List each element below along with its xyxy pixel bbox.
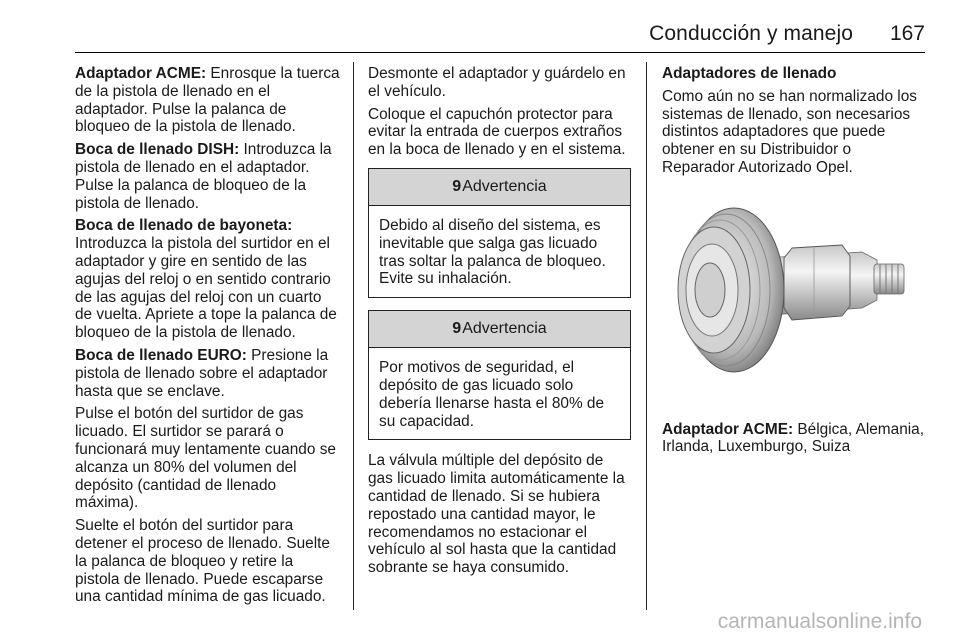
page-number: 167 <box>889 22 925 45</box>
column-middle <box>368 65 631 582</box>
paragraph-suelte-boton: Suelte el botón del surtidor para detener el proceso de llenado. Suelte la palanca de bloqueo y retire la pistola de llenado. Puede escaparse una cantidad mínima de gas licuado. <box>75 517 330 606</box>
warning-title: Advertencia <box>462 320 547 338</box>
paragraph-acme: Adaptador ACME: Enrosque la tuerca de la pistola de llenado en el adaptador. Pulse la palanca de bloqueo de la pistola de llenado. <box>75 65 340 136</box>
paragraph-euro: Boca de llenado EURO: Presione la pistola de llenado sobre el adaptador hasta que se enclave. <box>75 346 329 400</box>
column-left <box>75 65 340 611</box>
paragraph-dish: Boca de llenado DISH: Introduzca la pistola de llenado en el adaptador. Pulse la palanca de bloqueo de la pistola de llenado. <box>75 141 332 212</box>
column-divider <box>646 62 647 610</box>
acme-adapter-illustration <box>662 190 924 400</box>
page-header <box>75 22 925 53</box>
column-divider <box>353 62 354 610</box>
section-title: Conducción y manejo <box>649 22 853 45</box>
warning-header <box>369 169 630 206</box>
warning-icon: 9 <box>452 178 462 196</box>
paragraph-adaptadores: Como aún no se han normalizado los sistemas de llenado, son necesarios distintos adaptadores que puede obtener en su Distribuidor o Reparador Autorizado Opel. <box>662 87 917 176</box>
warning-box-1 <box>368 168 631 298</box>
adapters-heading: Adaptadores de llenado <box>662 65 837 82</box>
adapter-caption: Adaptador ACME: Bélgica, Alemania, Irlanda, Luxemburgo, Suiza <box>662 420 925 456</box>
watermark: carmanualsonline.info <box>717 610 922 633</box>
paragraph-valvula: La válvula múltiple del depósito de gas licuado limita automáticamente la cantidad de llenado. Si se hubiera repostado una cantidad mayor, le recomendamos no estacionar el vehículo al sol hasta que la cantidad sobrante se haya consumido. <box>368 452 625 577</box>
column-right <box>662 65 924 461</box>
warning-box-2 <box>368 310 631 440</box>
warning-body: Por motivos de seguridad, el depósito de gas licuado solo debería llenarse hasta el 80% de su capacidad. <box>379 359 605 430</box>
warning-icon: 9 <box>452 320 462 338</box>
paragraph-pulse-boton: Pulse el botón del surtidor de gas licuado. El surtidor se parará o funcionará muy lentamente cuando se alcanza un 80% del volumen del depósito (cantidad de llenado máxima). <box>75 405 336 512</box>
warning-header <box>369 311 630 348</box>
paragraph-bayoneta: Boca de llenado de bayoneta: Introduzca la pistola del surtidor en el adaptador y gire en sentido de las agujas del reloj o en sentido contrario de las agujas del reloj con un cuarto de vuelta. Apriete a tope la palanca de bloqueo de la pistola de llenado. <box>75 217 337 342</box>
warning-body: Debido al diseño del sistema, es inevitable que salga gas licuado tras soltar la palanca de bloqueo. Evite su inhalación. <box>379 216 606 288</box>
paragraph-desmonte: Desmonte el adaptador y guárdelo en el vehículo. <box>368 65 626 100</box>
paragraph-capuchon: Coloque el capuchón protector para evitar la entrada de cuerpos extraños en la boca de llenado y en el sistema. <box>368 105 626 159</box>
warning-title: Advertencia <box>462 178 547 196</box>
